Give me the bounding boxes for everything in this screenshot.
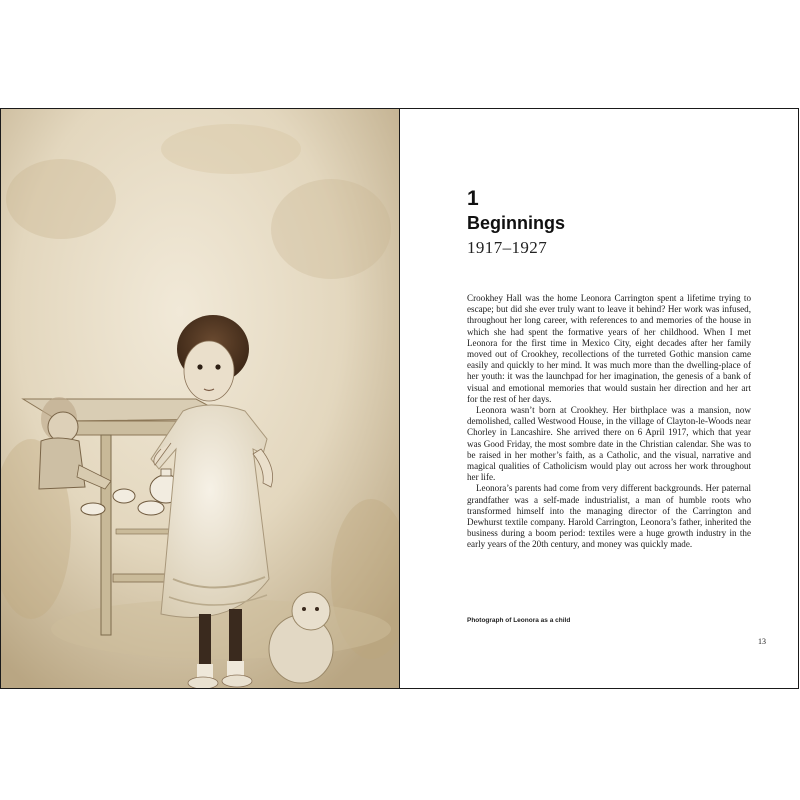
chapter-dates: 1917–1927	[467, 238, 548, 257]
page-number: 13	[758, 637, 766, 646]
paragraph: Crookhey Hall was the home Leonora Carrington spent a lifetime trying to escape; but did she ever truly want to leave it behind? Her work was infused, throughout her long career, with references to and memories of the house in which she had spent the formative years of her childhood. When I met Leonora for the first time in Mexico City, eight decades after her family moved out of Crookhey, recollections of the turreted Gothic mansion came easily and quickly to her mind. It was much more than the dwelling-place of her youth: it was the launchpad for her imagination, the genesis of a bank of visual and emotional memories that would sustain her direction and her art for the rest of her days.	[467, 293, 751, 404]
right-page	[401, 109, 798, 688]
body-text	[467, 293, 751, 551]
paragraph: Leonora wasn’t born at Crookhey. Her birthplace was a mansion, now demolished, called Westwood House, in the village of Clayton-le-Woods near Chorley in Lancashire. She arrived there on 6 April 1917, which that year was Good Friday, the most sombre date in the Christian calendar. She was to be raised in her mother’s faith, as a Catholic, and the visual, narrative and magical qualities of Catholicism would play out across her work throughout her life.	[467, 405, 751, 483]
left-page	[1, 109, 400, 688]
book-spread	[0, 108, 799, 689]
photo-caption: Photograph of Leonora as a child	[467, 617, 571, 624]
paragraph: Leonora’s parents had come from very different backgrounds. Her paternal grandfather was a self-made industrialist, a man of humble roots who transformed himself into the managing director of the Carrington and Dewhurst textile company. Harold Carrington, Leonora’s father, inherited the business during a boom period: textiles were a huge growth industry in the early years of the 20th century, and money was quickly made.	[467, 483, 751, 550]
chapter-title: Beginnings	[467, 213, 565, 233]
photograph	[1, 109, 399, 688]
chapter-number: 1	[467, 187, 479, 210]
